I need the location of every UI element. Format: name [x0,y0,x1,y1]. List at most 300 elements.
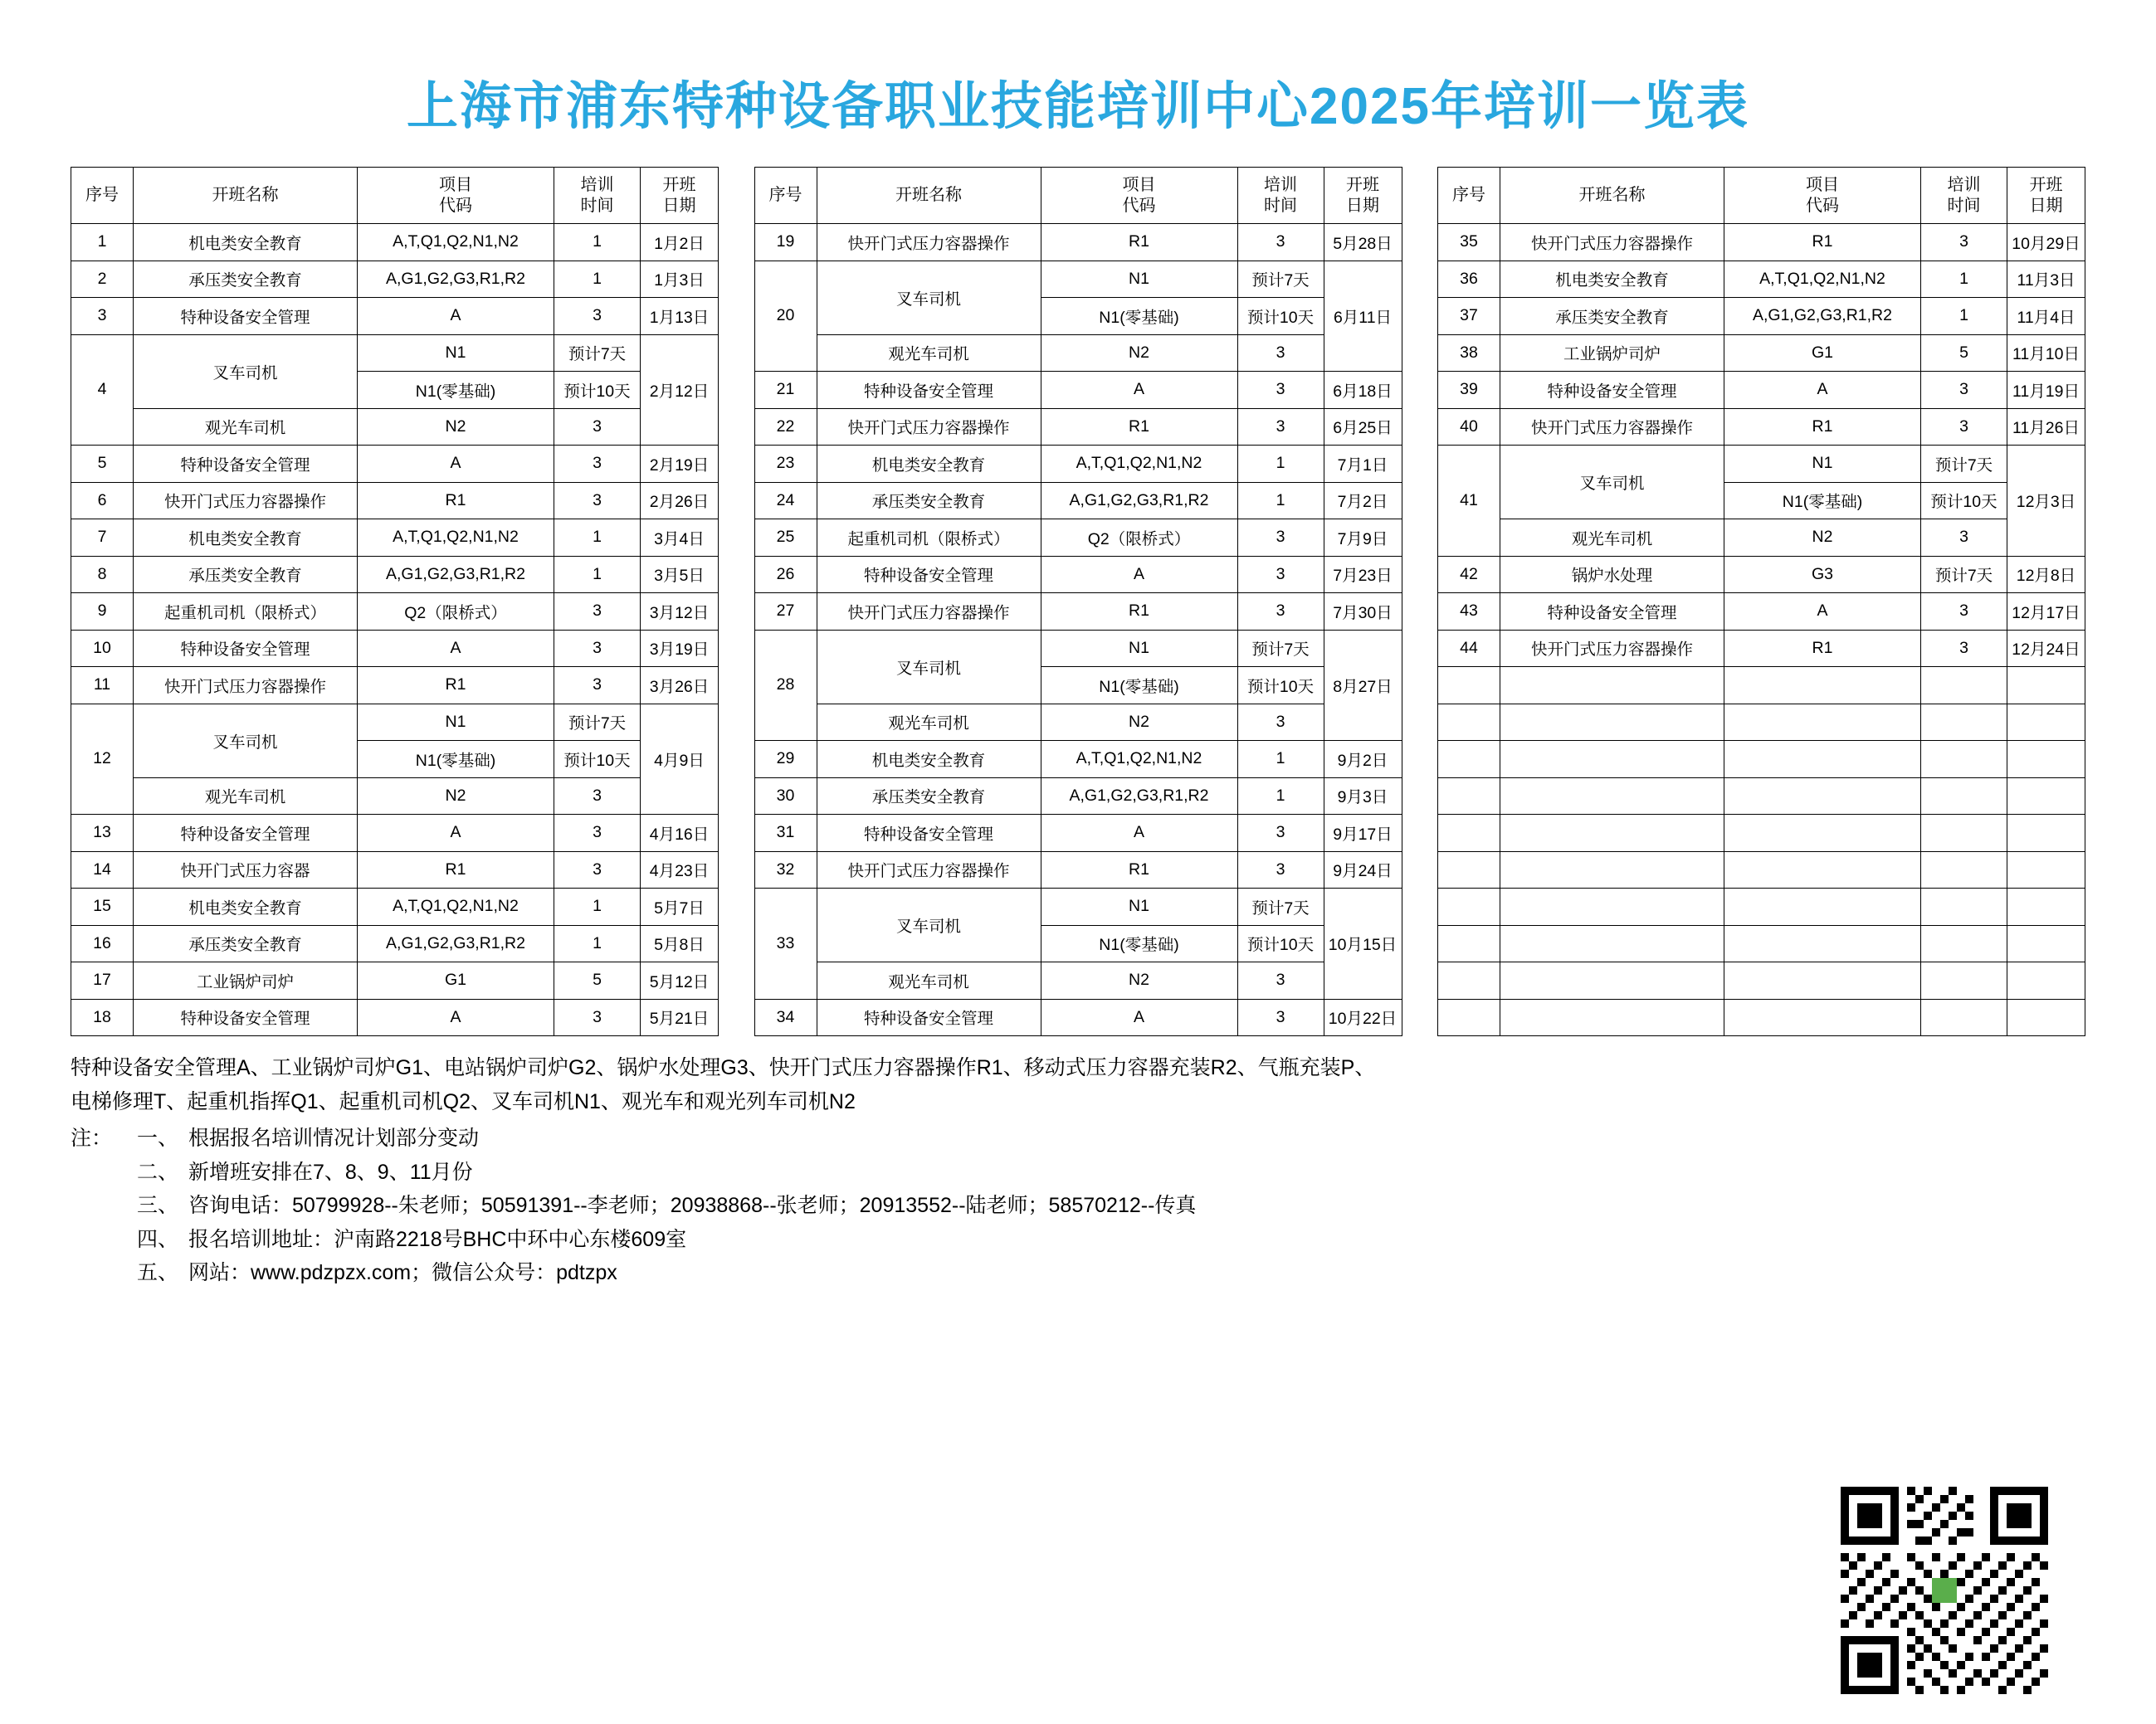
cell-project-code: R1 [1041,851,1237,889]
cell-empty [1724,999,1921,1036]
cell-project-code: A,G1,G2,G3,R1,R2 [1041,482,1237,519]
cell-start-date: 5月8日 [641,925,719,962]
cell-seq: 27 [754,593,817,631]
cell-course-name: 特种设备安全管理 [134,630,358,667]
table-row-empty [1438,741,2085,778]
table-row-empty [1438,889,2085,926]
cell-seq: 24 [754,482,817,519]
cell-project-code: A,T,Q1,Q2,N1,N2 [1724,261,1921,298]
table-row [754,519,1402,557]
note-item [71,1256,2085,1290]
cell-course-name: 机电类安全教育 [134,224,358,261]
cell-duration: 3 [554,777,641,815]
note-text: 网站：www.pdzpzx.com；微信公众号：pdtzpx [188,1261,617,1285]
cell-project-code: N2 [1041,334,1237,372]
cell-seq: 36 [1438,261,1500,298]
cell-duration: 预计10天 [554,741,641,778]
cell-start-date: 6月25日 [1324,408,1402,446]
cell-empty [1724,851,1921,889]
cell-course-name: 起重机司机（限桥式） [134,593,358,631]
cell-seq: 15 [71,889,134,926]
header-code-line1: 项目 [439,175,472,194]
cell-duration: 预计7天 [1237,889,1324,926]
cell-project-code: R1 [358,851,554,889]
cell-course-name: 特种设备安全管理 [817,372,1041,409]
note-text: 新增班安排在7、8、9、11月份 [188,1160,473,1184]
cell-empty [1438,925,1500,962]
table-row [754,999,1402,1036]
cell-course-name: 承压类安全教育 [134,261,358,298]
header-duration-line1: 培训 [580,175,614,194]
cell-start-date: 5月28日 [1324,224,1402,261]
cell-empty [1724,667,1921,704]
note-item [71,1223,2085,1257]
header-duration-line1: 培训 [1947,175,1981,194]
cell-course-name: 特种设备安全管理 [1500,372,1724,409]
cell-seq: 12 [71,704,134,815]
table-row [71,667,719,704]
cell-seq: 4 [71,334,134,446]
cell-empty [1724,889,1921,926]
table-row [71,298,719,335]
cell-seq: 44 [1438,630,1500,667]
cell-empty [1921,777,2007,815]
table-body-block-3 [1438,224,2085,1036]
note-item [71,1122,2085,1156]
cell-duration: 1 [1237,777,1324,815]
table-row-empty [1438,999,2085,1036]
cell-empty [2007,999,2085,1036]
note-number: 四、 [137,1227,179,1251]
schedule-table-block-2 [754,167,1402,1036]
table-row [1438,630,2085,667]
table-row-empty [1438,667,2085,704]
legend-line-1: 特种设备安全管理A、工业锅炉司炉G1、电站锅炉司炉G2、锅炉水处理G3、快开门式压力容器操作R1、移动式压力容器充装R2、气瓶充装P、 [71,1056,1376,1080]
header-duration-line2: 时间 [1264,196,1297,215]
cell-start-date: 6月18日 [1324,372,1402,409]
note-number: 三、 [137,1194,179,1218]
cell-duration: 5 [1921,334,2007,372]
cell-course-name: 工业锅炉司炉 [1500,334,1724,372]
cell-start-date: 2月12日 [641,334,719,446]
cell-duration: 3 [1237,815,1324,852]
cell-empty [2007,741,2085,778]
cell-empty [1724,704,1921,741]
cell-project-code: N1 [358,334,554,372]
cell-project-code: A,G1,G2,G3,R1,R2 [358,261,554,298]
cell-empty [1921,999,2007,1036]
table-row-empty [1438,704,2085,741]
cell-seq: 26 [754,556,817,593]
cell-duration: 预计10天 [1237,667,1324,704]
table-row [71,889,719,926]
cell-seq: 14 [71,851,134,889]
qr-code-image [1841,1487,2048,1694]
cell-duration: 3 [554,667,641,704]
cell-duration: 1 [554,556,641,593]
cell-duration: 3 [1237,999,1324,1036]
cell-start-date: 12月3日 [2007,446,2085,557]
cell-empty [1500,704,1724,741]
cell-duration: 3 [554,815,641,852]
cell-course-name: 观光车司机 [134,777,358,815]
cell-course-name: 快开门式压力容器操作 [817,851,1041,889]
cell-course-name: 快开门式压力容器操作 [817,224,1041,261]
cell-project-code: N1(零基础) [1041,925,1237,962]
table-row [71,408,719,446]
cell-start-date: 4月23日 [641,851,719,889]
cell-course-name: 特种设备安全管理 [134,298,358,335]
header-code [1041,168,1237,224]
cell-start-date: 3月12日 [641,593,719,631]
cell-seq: 38 [1438,334,1500,372]
table-row [754,446,1402,483]
cell-start-date: 6月11日 [1324,261,1402,372]
note-indent [71,1256,137,1290]
cell-project-code: A,T,Q1,Q2,N1,N2 [358,889,554,926]
cell-course-name: 观光车司机 [1500,519,1724,557]
cell-duration: 3 [554,446,641,483]
cell-course-name: 叉车司机 [817,261,1041,334]
table-row [754,261,1402,298]
table-row [754,224,1402,261]
cell-seq: 28 [754,630,817,741]
cell-seq: 7 [71,519,134,557]
cell-empty [2007,889,2085,926]
cell-duration: 3 [1921,519,2007,557]
cell-duration: 3 [554,630,641,667]
cell-duration: 预计7天 [554,704,641,741]
header-date-line1: 开班 [1346,175,1379,194]
cell-duration: 预计7天 [554,334,641,372]
notes-list [71,1122,2085,1290]
cell-course-name: 叉车司机 [134,334,358,408]
cell-seq: 32 [754,851,817,889]
cell-start-date: 3月26日 [641,667,719,704]
cell-seq: 1 [71,224,134,261]
table-row [1438,261,2085,298]
cell-empty [1438,741,1500,778]
cell-duration: 3 [1237,408,1324,446]
schedule-table-block-3 [1437,167,2085,1036]
cell-seq: 2 [71,261,134,298]
cell-course-name: 叉车司机 [817,630,1041,704]
cell-duration: 3 [1237,593,1324,631]
cell-course-name: 观光车司机 [817,962,1041,1000]
table-row [71,925,719,962]
cell-duration: 1 [1237,446,1324,483]
cell-project-code: A [358,999,554,1036]
cell-empty [1500,667,1724,704]
table-row [1438,519,2085,557]
cell-course-name: 机电类安全教育 [817,741,1041,778]
table-row [71,777,719,815]
cell-duration: 1 [554,519,641,557]
cell-empty [1921,851,2007,889]
cell-course-name: 特种设备安全管理 [134,815,358,852]
table-row [71,815,719,852]
cell-project-code: R1 [1724,224,1921,261]
header-code [358,168,554,224]
cell-empty [1921,925,2007,962]
cell-start-date: 7月2日 [1324,482,1402,519]
cell-seq: 5 [71,446,134,483]
cell-project-code: A [1041,815,1237,852]
header-code [1724,168,1921,224]
table-row [1438,446,2085,483]
notes-label: 注： [71,1127,113,1151]
cell-project-code: R1 [358,482,554,519]
cell-project-code: G1 [358,962,554,1000]
header-duration [1921,168,2007,224]
cell-empty [1500,777,1724,815]
cell-course-name: 特种设备安全管理 [817,556,1041,593]
cell-course-name: 承压类安全教育 [1500,298,1724,335]
cell-duration: 3 [1237,962,1324,1000]
cell-start-date: 10月22日 [1324,999,1402,1036]
cell-duration: 1 [1921,261,2007,298]
cell-seq: 39 [1438,372,1500,409]
table-row [71,851,719,889]
cell-seq: 8 [71,556,134,593]
cell-seq: 42 [1438,556,1500,593]
cell-duration: 预计7天 [1237,630,1324,667]
cell-empty [2007,777,2085,815]
cell-seq: 30 [754,777,817,815]
cell-duration: 3 [1237,224,1324,261]
table-row [754,741,1402,778]
cell-course-name: 快开门式压力容器操作 [1500,630,1724,667]
table-row-empty [1438,962,2085,1000]
header-code-line2: 代码 [1122,196,1156,215]
cell-start-date: 8月27日 [1324,630,1402,741]
table-row [1438,224,2085,261]
cell-seq: 41 [1438,446,1500,557]
cell-project-code: A,T,Q1,Q2,N1,N2 [1041,446,1237,483]
table-row [71,556,719,593]
cell-seq: 9 [71,593,134,631]
header-seq: 序号 [1438,168,1500,224]
cell-seq: 18 [71,999,134,1036]
header-duration [554,168,641,224]
schedule-tables [0,144,2156,1036]
cell-start-date: 7月23日 [1324,556,1402,593]
cell-seq: 6 [71,482,134,519]
cell-seq: 23 [754,446,817,483]
cell-project-code: N1 [358,704,554,741]
cell-duration: 3 [554,482,641,519]
cell-empty [1500,815,1724,852]
cell-project-code: N1(零基础) [1041,298,1237,335]
table-row [71,224,719,261]
cell-start-date: 12月24日 [2007,630,2085,667]
cell-empty [1500,962,1724,1000]
cell-course-name: 快开门式压力容器操作 [1500,224,1724,261]
cell-course-name: 特种设备安全管理 [817,815,1041,852]
header-code-line2: 代码 [439,196,472,215]
cell-project-code: G1 [1724,334,1921,372]
cell-start-date: 5月21日 [641,999,719,1036]
cell-project-code: R1 [1041,593,1237,631]
table-header-row [754,168,1402,224]
cell-course-name: 特种设备安全管理 [817,999,1041,1036]
cell-course-name: 快开门式压力容器 [134,851,358,889]
cell-project-code: A,T,Q1,Q2,N1,N2 [358,224,554,261]
table-row-empty [1438,777,2085,815]
cell-start-date: 5月12日 [641,962,719,1000]
cell-empty [2007,667,2085,704]
cell-project-code: R1 [1724,630,1921,667]
cell-seq: 11 [71,667,134,704]
cell-seq: 34 [754,999,817,1036]
cell-start-date: 2月26日 [641,482,719,519]
cell-empty [2007,815,2085,852]
cell-start-date: 11月4日 [2007,298,2085,335]
cell-course-name: 观光车司机 [817,704,1041,741]
table-row [71,482,719,519]
cell-course-name: 快开门式压力容器操作 [817,593,1041,631]
cell-project-code: A,G1,G2,G3,R1,R2 [358,925,554,962]
cell-project-code: A,T,Q1,Q2,N1,N2 [1041,741,1237,778]
cell-duration: 3 [1921,372,2007,409]
cell-duration: 3 [1921,593,2007,631]
cell-duration: 3 [1921,408,2007,446]
cell-project-code: G3 [1724,556,1921,593]
cell-empty [1724,777,1921,815]
table-row [754,889,1402,926]
legend-line-2: 电梯修理T、起重机指挥Q1、起重机司机Q2、叉车司机N1、观光车和观光列车司机N2 [71,1089,856,1113]
cell-project-code: A,G1,G2,G3,R1,R2 [358,556,554,593]
cell-course-name: 机电类安全教育 [817,446,1041,483]
cell-project-code: N1(零基础) [1724,482,1921,519]
cell-project-code: N1 [1041,630,1237,667]
cell-empty [1921,962,2007,1000]
cell-seq: 13 [71,815,134,852]
header-seq: 序号 [71,168,134,224]
cell-course-name: 快开门式压力容器操作 [1500,408,1724,446]
cell-project-code: R1 [1041,224,1237,261]
cell-duration: 1 [1921,298,2007,335]
cell-seq: 20 [754,261,817,372]
header-date-line1: 开班 [2029,175,2063,194]
cell-project-code: A [1041,372,1237,409]
cell-duration: 3 [554,298,641,335]
table-row [1438,298,2085,335]
cell-start-date: 9月24日 [1324,851,1402,889]
table-row [754,408,1402,446]
cell-project-code: N2 [1041,962,1237,1000]
header-date [1324,168,1402,224]
cell-seq: 22 [754,408,817,446]
cell-duration: 预计7天 [1921,446,2007,483]
table-row [71,519,719,557]
note-number: 五、 [137,1261,179,1285]
cell-empty [1500,925,1724,962]
cell-start-date: 9月2日 [1324,741,1402,778]
cell-start-date: 4月16日 [641,815,719,852]
note-indent [71,1189,137,1223]
header-date-line2: 日期 [662,196,696,215]
cell-start-date: 12月17日 [2007,593,2085,631]
header-date [641,168,719,224]
cell-duration: 1 [1237,741,1324,778]
cell-course-name: 工业锅炉司炉 [134,962,358,1000]
cell-start-date: 9月17日 [1324,815,1402,852]
cell-seq: 29 [754,741,817,778]
note-number: 二、 [137,1160,179,1184]
cell-empty [1921,704,2007,741]
cell-course-name: 观光车司机 [817,334,1041,372]
header-duration [1237,168,1324,224]
table-row [1438,334,2085,372]
cell-course-name: 特种设备安全管理 [1500,593,1724,631]
cell-course-name: 叉车司机 [134,704,358,777]
cell-duration: 预计10天 [1237,925,1324,962]
cell-start-date: 11月3日 [2007,261,2085,298]
header-seq: 序号 [754,168,817,224]
cell-project-code: R1 [1724,408,1921,446]
cell-project-code: Q2（限桥式） [1041,519,1237,557]
cell-duration: 1 [1237,482,1324,519]
cell-start-date: 3月19日 [641,630,719,667]
header-date [2007,168,2085,224]
cell-start-date: 7月1日 [1324,446,1402,483]
cell-duration: 3 [554,999,641,1036]
cell-project-code: A [358,815,554,852]
table-row [1438,556,2085,593]
cell-empty [1500,889,1724,926]
cell-duration: 3 [1921,630,2007,667]
cell-duration: 5 [554,962,641,1000]
cell-empty [1500,851,1724,889]
table-row [754,851,1402,889]
cell-start-date: 1月2日 [641,224,719,261]
cell-empty [2007,925,2085,962]
note-text: 报名培训地址：沪南路2218号BHC中环中心东楼609室 [188,1227,687,1251]
cell-course-name: 快开门式压力容器操作 [134,667,358,704]
table-row [71,999,719,1036]
cell-project-code: Q2（限桥式） [358,593,554,631]
footer-notes [0,1036,2156,1290]
cell-course-name: 起重机司机（限桥式） [817,519,1041,557]
cell-course-name: 承压类安全教育 [817,482,1041,519]
note-indent [71,1223,137,1257]
cell-duration: 3 [1237,519,1324,557]
table-row [1438,593,2085,631]
cell-course-name: 特种设备安全管理 [134,446,358,483]
cell-duration: 3 [554,408,641,446]
cell-duration: 预计10天 [1237,298,1324,335]
page-title: 上海市浦东特种设备职业技能培训中心2025年培训一览表 [407,78,1749,135]
table-row [754,593,1402,631]
cell-duration: 1 [554,925,641,962]
header-code-line1: 项目 [1122,175,1156,194]
cell-project-code: N2 [358,777,554,815]
header-name: 开班名称 [817,168,1041,224]
table-row [71,630,719,667]
cell-empty [1921,667,2007,704]
table-row [1438,372,2085,409]
note-item [71,1189,2085,1223]
cell-start-date: 7月9日 [1324,519,1402,557]
table-row-empty [1438,815,2085,852]
cell-start-date: 2月19日 [641,446,719,483]
cell-project-code: A [358,298,554,335]
cell-empty [1438,667,1500,704]
cell-course-name: 快开门式压力容器操作 [134,482,358,519]
schedule-table-block-1 [71,167,719,1036]
header-duration-line1: 培训 [1264,175,1297,194]
